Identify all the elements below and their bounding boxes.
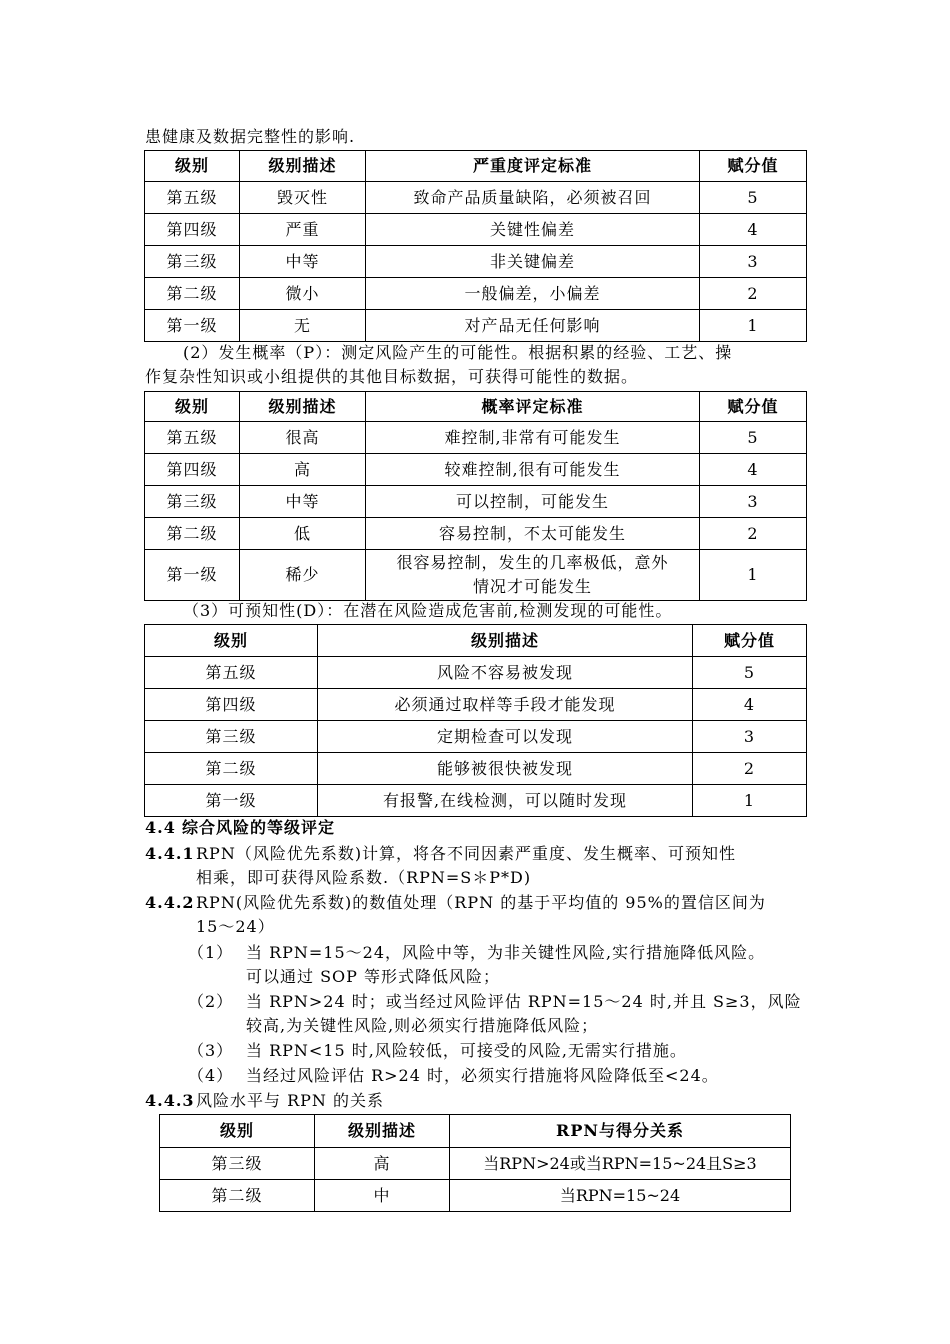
- cell: 3: [700, 246, 807, 278]
- cell: 5: [693, 657, 807, 689]
- cell: 3: [700, 486, 807, 518]
- list-marker: （2）: [188, 992, 234, 1011]
- section-4-4-title: 综合风险的等级评定: [182, 818, 336, 837]
- header-cell: 级别: [145, 151, 240, 182]
- cell: 高: [240, 454, 366, 486]
- cell: 第一级: [145, 785, 318, 817]
- cell: 4: [700, 454, 807, 486]
- cell: [366, 550, 700, 601]
- cell: 2: [693, 753, 807, 785]
- header-cell: 级别描述: [315, 1115, 450, 1148]
- cell: 致命产品质量缺陷，必须被召回: [366, 182, 700, 214]
- cell: 2: [700, 278, 807, 310]
- table-row: [145, 454, 807, 486]
- table-row: [145, 182, 807, 214]
- criteria-line: 很容易控制，发生的几率极低，意外: [396, 553, 669, 572]
- cell: 毁灭性: [240, 182, 366, 214]
- cell: 第三级: [160, 1148, 315, 1180]
- list-item: 当 RPN<15 时,风险较低，可接受的风险,无需实行措施。: [246, 1041, 687, 1060]
- table-row: [145, 785, 807, 817]
- cell: 可以控制，可能发生: [366, 486, 700, 518]
- section-4-4-3-number: 4.4.3: [145, 1091, 195, 1110]
- section-4-4-1-line2: 相乘，即可获得风险系数.（RPN=S＊P*D): [196, 868, 532, 887]
- table-row: [145, 721, 807, 753]
- cell: 严重: [240, 214, 366, 246]
- cell: 中: [315, 1180, 450, 1212]
- list-item: 当 RPN=15～24，风险中等，为非关键性风险,实行措施降低风险。: [246, 943, 766, 962]
- cell: 4: [700, 214, 807, 246]
- header-cell: 赋分值: [693, 625, 807, 657]
- header-cell: 概率评定标准: [366, 392, 700, 422]
- list-item-cont: 可以通过 SOP 等形式降低风险；: [246, 967, 501, 986]
- cell: 第四级: [145, 454, 240, 486]
- probability-table: [144, 391, 807, 601]
- cell: 第三级: [145, 246, 240, 278]
- cell: 微小: [240, 278, 366, 310]
- section-4-4-1-line1: RPN（风险优先系数)计算，将各不同因素严重度、发生概率、可预知性: [196, 844, 737, 863]
- cell: 第一级: [145, 310, 240, 342]
- cell: 一般偏差，小偏差: [366, 278, 700, 310]
- cell: 1: [693, 785, 807, 817]
- list-marker: （1）: [188, 943, 234, 962]
- cell: 第五级: [145, 422, 240, 454]
- cell: 很高: [240, 422, 366, 454]
- table-row: [145, 518, 807, 550]
- header-cell: 赋分值: [700, 151, 807, 182]
- cell: 无: [240, 310, 366, 342]
- rpn-relation-table: [159, 1114, 791, 1212]
- cell: 4: [693, 689, 807, 721]
- header-cell: 级别描述: [318, 625, 693, 657]
- cell: 关键性偏差: [366, 214, 700, 246]
- cell: 第四级: [145, 689, 318, 721]
- severity-table: [144, 150, 807, 342]
- table-row: [145, 310, 807, 342]
- section-4-4-2-number: 4.4.2: [145, 893, 195, 912]
- cell: 对产品无任何影响: [366, 310, 700, 342]
- list-marker: （4）: [188, 1066, 234, 1085]
- section-4-4-3-title: 风险水平与 RPN 的关系: [196, 1091, 384, 1110]
- criteria-line: 情况才可能发生: [472, 577, 592, 596]
- header-cell: 级别描述: [240, 392, 366, 422]
- cell: 中等: [240, 486, 366, 518]
- predictability-paragraph: （3）可预知性(D）：在潜在风险造成危害前,检测发现的可能性。: [183, 601, 673, 620]
- cell: 第二级: [145, 753, 318, 785]
- list-item: 当经过风险评估 R>24 时，必须实行措施将风险降低至<24。: [246, 1066, 719, 1085]
- cell: 风险不容易被发现: [318, 657, 693, 689]
- section-4-4-2-line2: 15～24）: [196, 917, 275, 936]
- cell: 第五级: [145, 182, 240, 214]
- table-row: [145, 689, 807, 721]
- header-cell: 级别: [160, 1115, 315, 1148]
- header-cell: 赋分值: [700, 392, 807, 422]
- list-marker: （3）: [188, 1041, 234, 1060]
- table-row: [145, 753, 807, 785]
- table-row: [160, 1148, 791, 1180]
- header-cell: 级别: [145, 625, 318, 657]
- probability-paragraph-line1: (2）发生概率（P）：测定风险产生的可能性。根据积累的经验、工艺、操: [183, 343, 733, 362]
- table-row: [145, 214, 807, 246]
- cell: 稀少: [240, 550, 366, 601]
- cell: 5: [700, 182, 807, 214]
- cell: 5: [700, 422, 807, 454]
- table-row: [145, 278, 807, 310]
- header-cell: 严重度评定标准: [366, 151, 700, 182]
- section-4-4-number: 4.4: [145, 818, 176, 837]
- cell: 难控制,非常有可能发生: [366, 422, 700, 454]
- table-row: [145, 550, 807, 601]
- cell: 中等: [240, 246, 366, 278]
- predictability-table: [144, 624, 807, 817]
- cell: 容易控制，不太可能发生: [366, 518, 700, 550]
- list-item: 当 RPN>24 时；或当经过风险评估 RPN=15～24 时,并且 S≥3，风险: [246, 992, 802, 1011]
- cell: 2: [700, 518, 807, 550]
- cell: 有报警,在线检测，可以随时发现: [318, 785, 693, 817]
- cell: 低: [240, 518, 366, 550]
- cell: 第一级: [145, 550, 240, 601]
- cell: 当RPN>24或当RPN=15~24且S≥3: [450, 1148, 791, 1180]
- cell: 第四级: [145, 214, 240, 246]
- cell: 定期检查可以发现: [318, 721, 693, 753]
- cell: 1: [700, 310, 807, 342]
- cell: 高: [315, 1148, 450, 1180]
- cell: 第二级: [160, 1180, 315, 1212]
- cell: 第二级: [145, 278, 240, 310]
- cell: 较难控制,很有可能发生: [366, 454, 700, 486]
- header-cell: 级别: [145, 392, 240, 422]
- cell: 3: [693, 721, 807, 753]
- header-cell: RPN与得分关系: [450, 1115, 791, 1148]
- section-4-4-1-number: 4.4.1: [145, 844, 195, 863]
- table-row: [145, 486, 807, 518]
- cell: 非关键偏差: [366, 246, 700, 278]
- intro-line: 患健康及数据完整性的影响.: [145, 127, 356, 146]
- probability-paragraph-line2: 作复杂性知识或小组提供的其他目标数据，可获得可能性的数据。: [145, 367, 639, 386]
- section-4-4-2-line1: RPN(风险优先系数)的数值处理（RPN 的基于平均值的 95%的置信区间为: [196, 893, 766, 912]
- table-row: [145, 422, 807, 454]
- table-row: [145, 657, 807, 689]
- table-row: [145, 246, 807, 278]
- header-cell: 级别描述: [240, 151, 366, 182]
- cell: 当RPN=15~24: [450, 1180, 791, 1212]
- cell: 第三级: [145, 721, 318, 753]
- table-row: [160, 1180, 791, 1212]
- cell: 1: [700, 550, 807, 601]
- list-item-cont: 较高,为关键性风险,则必须实行措施降低风险；: [246, 1016, 599, 1035]
- cell: 第五级: [145, 657, 318, 689]
- cell: 能够被很快被发现: [318, 753, 693, 785]
- cell: 必须通过取样等手段才能发现: [318, 689, 693, 721]
- cell: 第二级: [145, 518, 240, 550]
- cell: 第三级: [145, 486, 240, 518]
